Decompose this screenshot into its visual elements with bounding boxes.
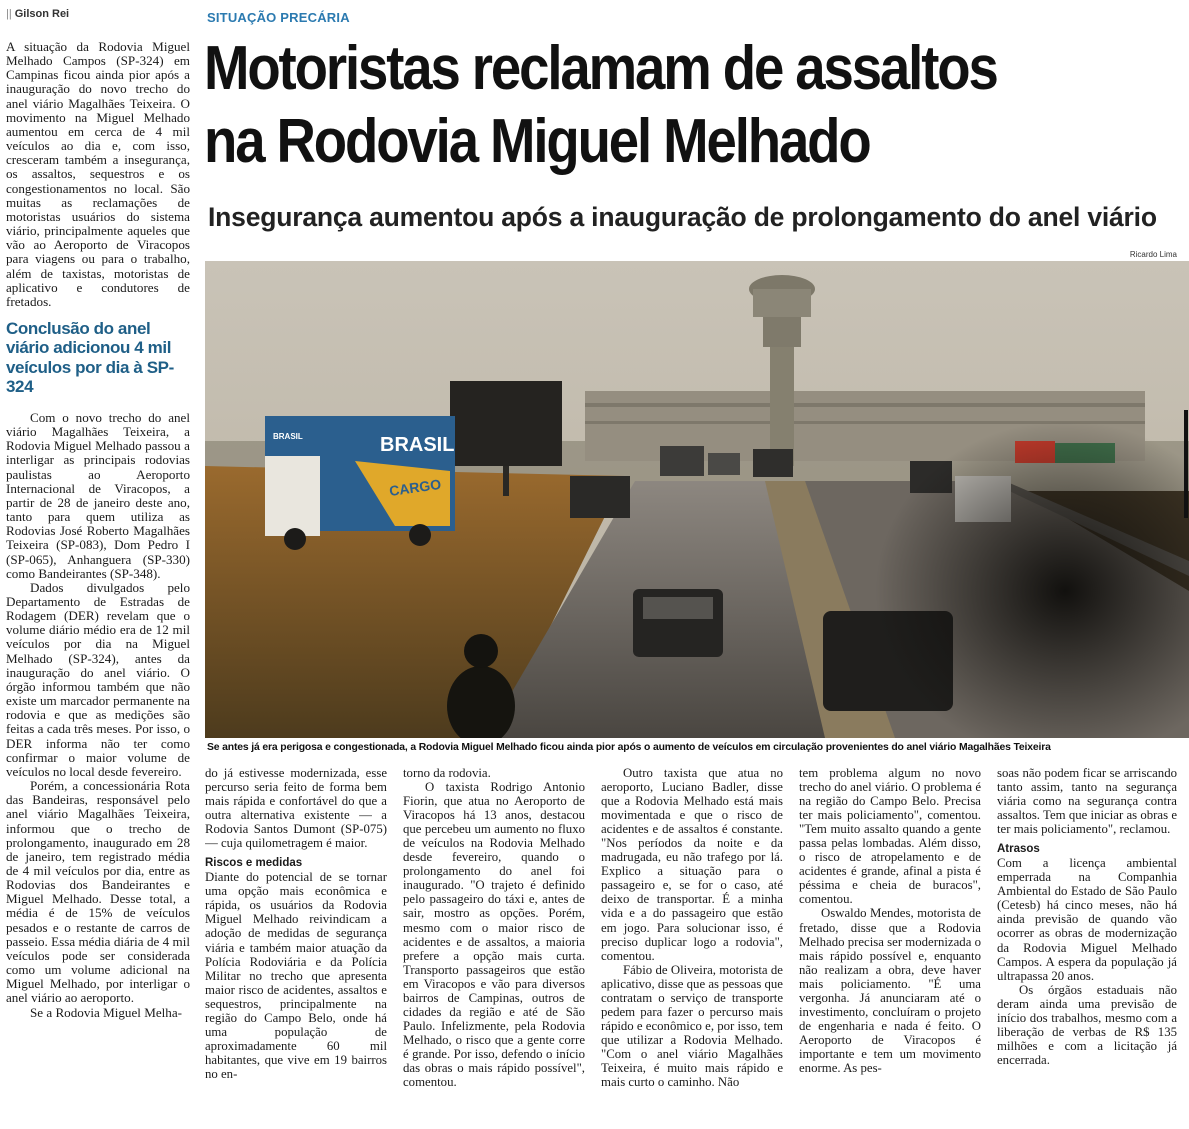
highway-airport-photo (205, 261, 1189, 738)
article-paragraph: tem problema algum no novo trecho do anel viário. O problema é na região do Campo Belo. Precisa ter mais policiamento", comentou. "Tem muito assalto quando a gente passa pelas lombadas. Além disso, o risco de atropelamento e de acidentes é grande, afinal a pista é péssima e cheia de buracos", comentou. (799, 766, 981, 907)
article-paragraph: Com a licença ambiental emperrada na Companhia Ambiental do Estado de São Paulo (Cetesb) há cinco meses, não há ainda previsão de quando vão ocorrer as obras de modernização da Rodovia Miguel Melhado Campos. A espera da população já ultrapassa 20 anos. (997, 856, 1177, 983)
page-edge-marker (1184, 410, 1188, 518)
deck-subtitle: Insegurança aumentou após a inauguração de prolongamento do anel viário (208, 202, 1157, 232)
truck-trailer-text: BRASIL (380, 434, 455, 456)
headline-line-2: na Rodovia Miguel Melhado (204, 107, 870, 176)
left-paragraph: Com o novo trecho do anel viário Magalhães Teixeira, a Rodovia Miguel Melhado passou a interligar as principais rodovias paulistas ao Aeroporto Internacional de Viracopos, a partir de 28 de janeiro deste ano, tanto para quem utiliza as Rodovias José Roberto Magalhães Teixeira (SP-083), Dom Pedro I (SP-065), Anhanguera (SP-330) como Bandeirantes (SP-348). (6, 409, 190, 581)
byline (6, 8, 190, 20)
article-paragraph: do já estivesse modernizada, esse percurso seria feito de forma bem mais rápida e confortável do que a outra alternativa existente — a Rodovia Santos Dumont (SP-075) — cuja quilometragem é maior. (205, 766, 387, 851)
section-heading-atrasos: Atrasos (997, 843, 1040, 856)
author-name: Gilson Rei (14, 8, 70, 20)
article-column-3 (601, 766, 783, 1126)
section-kicker: SITUAÇÃO PRECÁRIA (207, 10, 350, 25)
article-column-5 (997, 766, 1177, 1126)
article-paragraph: soas não podem ficar se arriscando tanto assim, tanto na segurança viária como na segurança contra assaltos. Tem que iniciar as obras e ter mais policiamento", reclamou. (997, 766, 1177, 837)
article-paragraph: Diante do potencial de se tornar uma opção mais econômica e rápida, os usuários da Rodovia Miguel Melhado reivindicam a adoção de medidas de segurança viária e também maior atuação da Polícia Rodoviária e da Polícia Militar no trecho que apresenta maior risco de acidentes, assaltos e sequestros, principalmente na região do Campo Belo, onde há uma população de aproximadamente 60 mil habitantes, que vive em 19 bairros no en- (205, 870, 387, 1081)
photo-caption: Se antes já era perigosa e congestionada, a Rodovia Miguel Melhado ficou ainda pior após o aumento de veículos em circulação provenientes do anel viário Magalhães Teixeira (207, 742, 1051, 753)
article-paragraph: Os órgãos estaduais não deram ainda uma previsão de início dos trabalhos, mesmo com a liberação de verbas de R$ 135 milhões e com a licitação já encerrada. (997, 982, 1177, 1067)
article-paragraph: Fábio de Oliveira, motorista de aplicativo, disse que as pessoas que contratam o serviço de transporte pedem para fazer o percurso mais rápido e econômico e, por isso, tem que utilizar a Rodovia Melhado. "Com o anel viário Magalhães Teixeira, é muito mais rápido e mais curto o caminho. Não (601, 962, 783, 1090)
article-paragraph: O taxista Rodrigo Antonio Fiorin, que atua no Aeroporto de Viracopos há 13 anos, destacou que percebeu um aumento no fluxo de veículos na Rodovia Melhado desde fevereiro, quando o prolongamento do anel foi inaugurado. "O trajeto é definido pelo passageiro do táxi e, antes de sair, mostro as opções. Porém, mesmo com o maior risco de acidentes e de assaltos, a maioria prefere a opção mais curta. Transporto passageiros que estão em Viracopos e vão para diversos bairros de Campinas, outros de cidades da região e até de São Paulo. Infelizmente, pela Rodovia Melhado, o risco que a gente corre é grande. Por isso, defendo o início das obras o mais rápido possível", comentou. (403, 780, 585, 1090)
article-column-4 (799, 766, 981, 1126)
byline-marker-icon: || (6, 8, 12, 20)
truck-cab-label: BRASIL (273, 432, 303, 441)
subheadline: Conclusão do anel viário adicionou 4 mil veículos por dia à SP-324 (6, 318, 174, 397)
left-column (6, 8, 190, 1123)
article-column-2 (403, 766, 585, 1126)
article-paragraph: Oswaldo Mendes, motorista de fretado, disse que a Rodovia Melhado precisa ser modernizada o mais rápido possível e, enquanto não realizam a obra, deve haver mais policiamento. "É uma vergonha. Já anunciaram até o investimento, concluíram o projeto de engenharia e nada é feito. O Aeroporto de Viracopos é importante e tem um movimento enorme. As pes- (799, 906, 981, 1075)
article-column-1 (205, 766, 387, 1126)
intro-paragraph: A situação da Rodovia Miguel Melhado Campos (SP-324) em Campinas ficou ainda pior após a inauguração do novo trecho do anel viário Magalhães Teixeira. O movimento na Miguel Melhado aumentou em cerca de 4 mil veículos ao dia e, com isso, cresceram também a insegurança, os assaltos, sequestros e os congestionamentos no local. São muitas as reclamações de motoristas usuários do sistema viário, principalmente aqueles que vão ao Aeroporto de Viracopos para viagens ou para o trabalho, além de taxistas, motoristas de aplicativo e condutores de fretados. (6, 39, 190, 309)
left-paragraph: Dados divulgados pelo Departamento de Estradas de Rodagem (DER) revelam que o volume diário médio era de 12 mil veículos por dia na Miguel Melhado (SP-324), antes da inauguração do anel viário. O órgão informou também que não existe um marcador permanente na rodovia e que as medições são feitas a cada três meses. Por isso, o DER informa não ter como confirmar o maior volume de veículos no local desde fevereiro. (6, 579, 190, 779)
left-paragraph: Se a Rodovia Miguel Melha- (30, 1004, 183, 1020)
section-heading-riscos: Riscos e medidas (205, 857, 303, 870)
headline-line-1: Motoristas reclamam de assaltos (204, 34, 997, 103)
article-paragraph: Outro taxista que atua no aeroporto, Luciano Badler, disse que a Rodovia Melhado está mais movimentada e que o risco de acidentes e de assaltos é constante. "Nos períodos da noite e da madrugada, eu não trafego por lá. Explico a situação para o passageiro e, se for o caso, até deixo de transportar. É a minha vida e a do passageiro que estão em jogo. Para solucionar isso, é preciso duplicar logo a rodovia", comentou. (601, 766, 783, 963)
news-photo (205, 261, 1189, 738)
truck-cab (265, 456, 320, 536)
truck-trailer-text-2: CARGO (388, 475, 443, 499)
photo-credit: Ricardo Lima (1129, 250, 1177, 259)
article-paragraph: torno da rodovia. (403, 766, 491, 780)
headline (204, 32, 1066, 178)
left-paragraph: Porém, a concessionária Rota das Bandeiras, responsável pelo anel viário Magalhães Teixeira, informou que o trecho de prolongamento, inaugurado em 28 de janeiro, tem registrado média de 4 mil veículos por dia, entre as Rodovias dos Bandeirantes e Miguel Melhado. Desse total, a média é de 15% de veículos pesados e o restante de carros de passeio. Essa média diária de 4 mil veículos pode ser considerada como um volume adicional na Miguel Melhado, por interligar o anel viário ao aeroporto. (6, 778, 190, 1006)
